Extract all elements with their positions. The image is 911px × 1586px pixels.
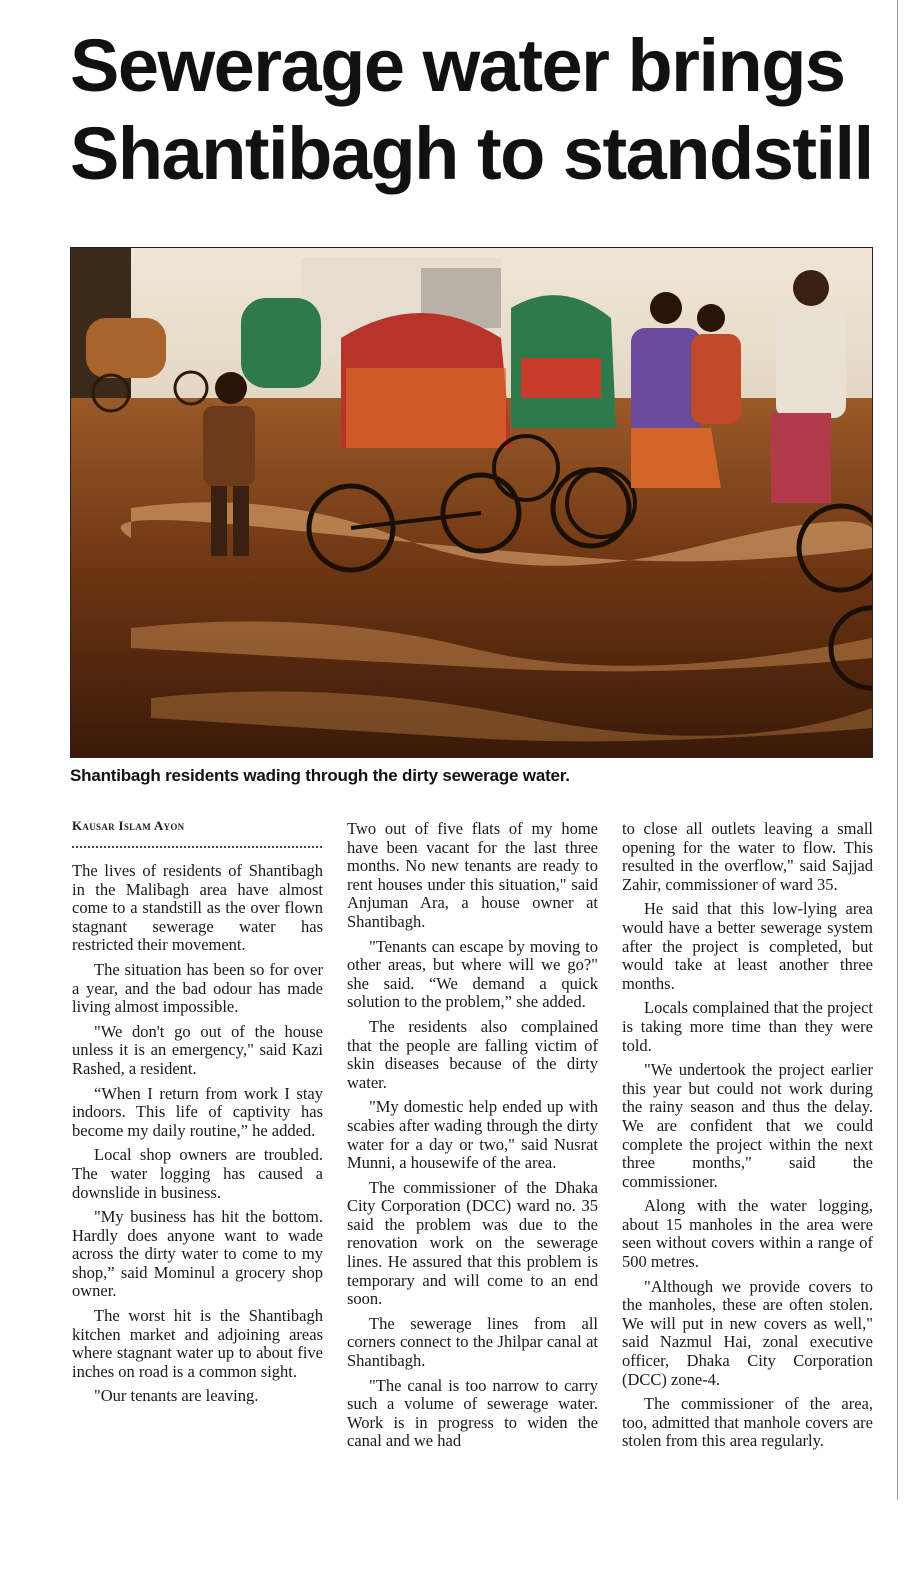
paragraph: "Our tenants are leaving.: [94, 1386, 259, 1406]
paragraph: "Although we provide covers to the manholes, these are often stolen. We will put in new covers as well," said Nazmul Hai, zonal executive officer, Dhaka City Corporation (DCC) zone-4.: [622, 1276, 873, 1389]
paragraph: to close all outlets leaving a small opening for the water to flow. This resulted in the overflow," said Sajjad Zahir, commissioner of ward 35.: [622, 819, 873, 894]
article-column-3: [622, 820, 873, 1457]
article-column-1: [72, 862, 323, 1412]
headline: [70, 22, 890, 198]
byline: Kausar Islam Ayon: [72, 818, 185, 833]
street-photo-icon: [71, 248, 872, 757]
paragraph: The residents also complained that the people are falling victim of skin diseases because of the dirty water.: [347, 1016, 598, 1092]
paragraph: The commissioner of the area, too, admitted that manhole covers are stolen from this area regularly.: [622, 1394, 873, 1451]
street-photo: [70, 247, 873, 758]
paragraph: The sewerage lines from all corners connect to the Jhilpar canal at Shantibagh.: [347, 1313, 598, 1371]
photo-caption: Shantibagh residents wading through the dirty sewerage water.: [70, 766, 570, 785]
paragraph: "My business has hit the bottom. Hardly does anyone want to wade across the dirty water to come to my shop,” said Mominul a grocery shop owner.: [72, 1207, 323, 1301]
paragraph: "We don't go out of the house unless it is an emergency," said Kazi Rashed, a resident.: [72, 1021, 323, 1078]
paragraph: "My domestic help ended up with scabies after wading through the dirty water for a day or two," said Nusrat Munni, a housewife of the area.: [347, 1097, 598, 1173]
paragraph: Along with the water logging, about 15 manholes in the area were seen without covers within a range of 500 metres.: [622, 1196, 873, 1272]
paragraph: "Tenants can escape by moving to other areas, but where will we go?" she said. “We demand a quick solution to the problem,” she added.: [347, 936, 598, 1012]
paragraph: The lives of residents of Shantibagh in the Malibagh area have almost come to a standstill as the over flown stagnant sewerage water has restricted their movement.: [72, 861, 323, 955]
paragraph: Two out of five flats of my home have been vacant for the last three months. No new tenants are ready to rent houses under this situation," said Anjuman Ara, a house owner at Shantibagh.: [347, 819, 598, 931]
paragraph: Locals complained that the project is taking more time than they were told.: [622, 998, 873, 1055]
paragraph: He said that this low-lying area would have a better sewerage system after the project is completed, but would take at least another three months.: [622, 899, 873, 993]
paragraph: The situation has been so for over a year, and the bad odour has made living almost impossible.: [72, 959, 323, 1017]
headline-line-1: Sewerage water brings: [70, 24, 845, 107]
paragraph: "We undertook the project earlier this year but could not work during the rainy season and thus the delay. We are confident that we could complete the project within the next three months," said the commissioner.: [622, 1060, 873, 1191]
page-edge-rule: [897, 0, 898, 1500]
paragraph: Local shop owners are troubled. The water logging has caused a downslide in business.: [72, 1145, 323, 1202]
paragraph: "The canal is too narrow to carry such a volume of sewerage water. Work is in progress to widen the canal and we had: [347, 1375, 598, 1451]
paragraph: The worst hit is the Shantibagh kitchen market and adjoining areas where stagnant water up to about five inches on road is a common sight.: [72, 1306, 323, 1381]
byline-divider: [72, 846, 322, 848]
article-column-2: [347, 820, 598, 1457]
headline-line-2: Shantibagh to standstill: [70, 112, 873, 195]
paragraph: The commissioner of the Dhaka City Corporation (DCC) ward no. 35 said the problem was due to the renovation work on the sewerage lines. He assured that this problem is temporary and will come to an end soon.: [347, 1177, 598, 1309]
paragraph: “When I return from work I stay indoors. This life of captivity has become my daily routine,” he added.: [72, 1083, 323, 1140]
